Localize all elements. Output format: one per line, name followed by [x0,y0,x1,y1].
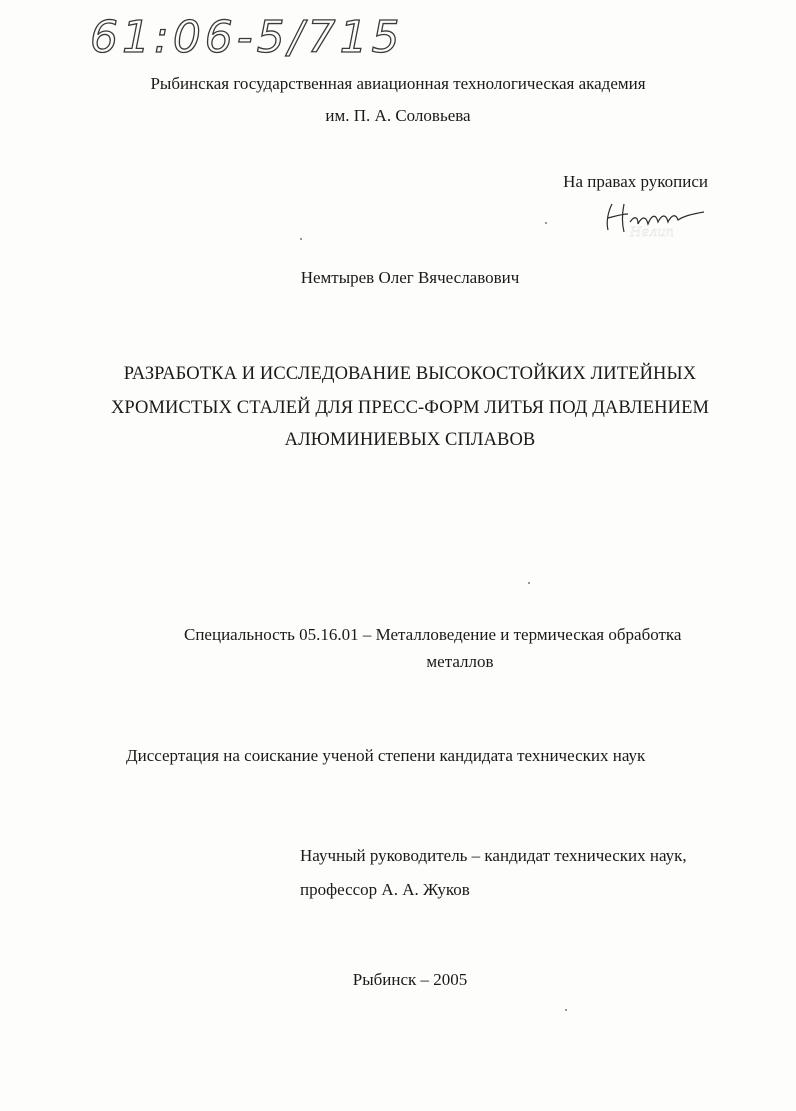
place-and-year: Рыбинск – 2005 [352,970,468,989]
signature-text: Нелип [630,225,675,240]
handwritten-number-text: 61:06-5/715 [90,12,404,63]
title-line-1: РАЗРАБОТКА И ИССЛЕДОВАНИЕ ВЫСОКОСТОЙКИХ ЛИТЕЙНЫХ [123,364,697,384]
title-line-2: ХРОМИСТЫХ СТАЛЕЙ ДЛЯ ПРЕСС-ФОРМ ЛИТЬЯ ПОД ДАВЛЕНИЕМ [110,398,710,418]
institution-line: Рыбинская государственная авиационная технологическая академия [150,74,646,93]
institution-name-line: им. П. А. Соловьева [325,106,471,125]
supervisor-line-1: Научный руководитель – кандидат технических наук, [300,846,687,865]
dissertation-statement: Диссертация на соискание ученой степени кандидата технических наук [126,746,646,765]
scan-speck [545,222,547,224]
title-line-3: АЛЮМИНИЕВЫХ СПЛАВОВ [284,430,536,450]
scan-speck [300,238,302,240]
specialty-line-2: металлов [426,652,494,671]
scan-speck [565,1009,567,1011]
scan-speck [528,582,530,584]
specialty-line-1: Специальность 05.16.01 – Металловедение и термическая обработка [184,625,682,644]
author-name: Немтырев Олег Вячеславович [300,268,520,287]
handwritten-archive-number [86,6,406,66]
author-signature [600,192,710,240]
manuscript-rights-label: На правах рукописи [563,172,708,191]
supervisor-line-2: профессор А. А. Жуков [300,880,470,899]
